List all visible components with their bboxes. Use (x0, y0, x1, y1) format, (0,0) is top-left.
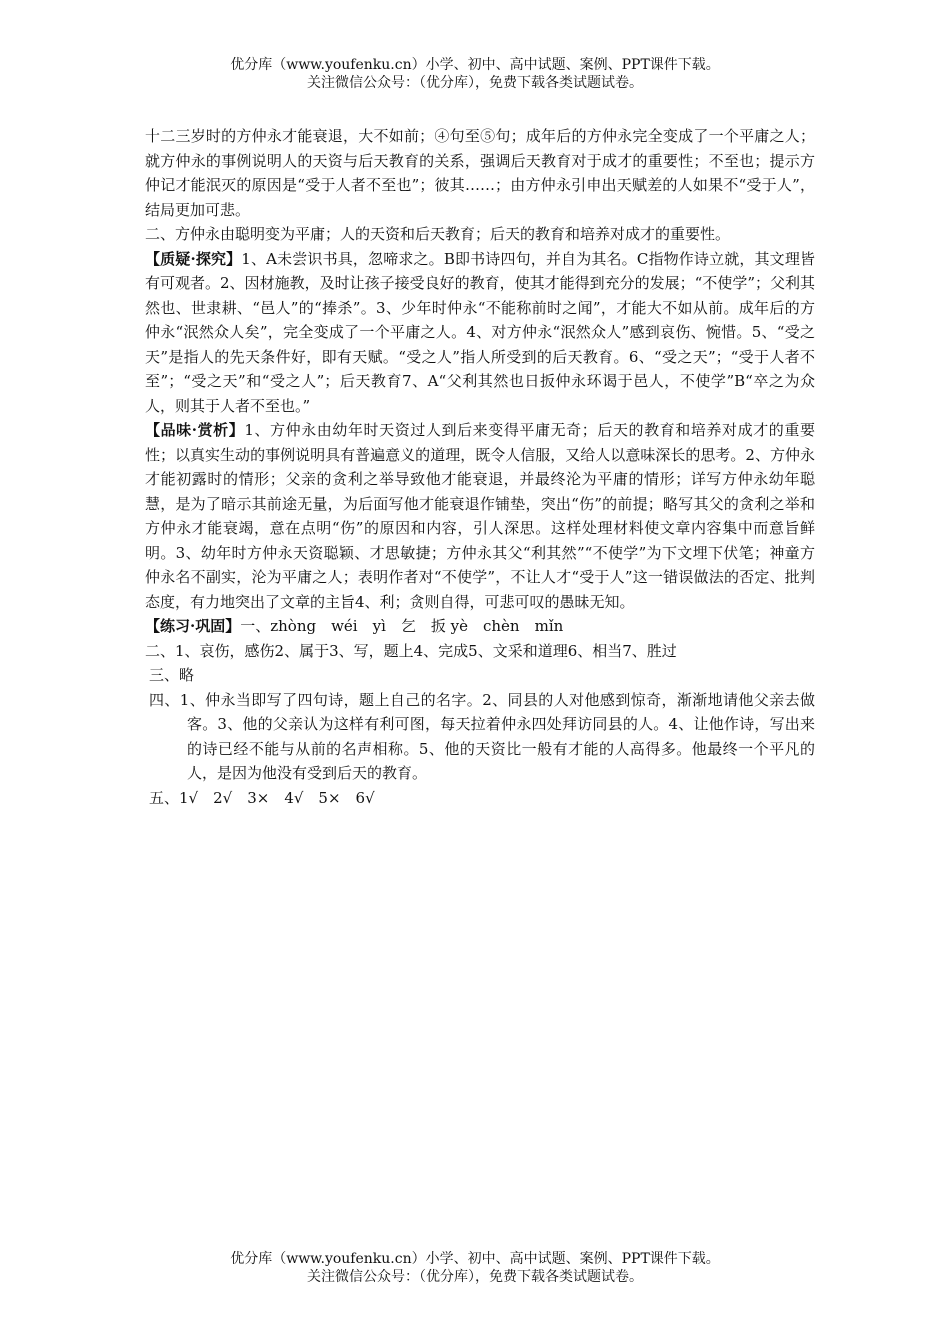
section-text-practice: 一、zhòng wéi yì 乞 扳 yè chèn mǐn (240, 617, 564, 635)
page-header (0, 56, 950, 92)
footer-line-2: 关注微信公众号：（优分库），免费下载各类试题试卷。 (307, 1269, 643, 1285)
section-appreciation (145, 418, 815, 614)
footer-line-1: 优分库（www.youfenku.cn）小学、初中、高中试题、案例、PPT课件下载。 (230, 1251, 720, 1267)
document-body (145, 124, 815, 810)
section-title-appreciation: 【品味·赏析】 (145, 421, 245, 439)
paragraph-2: 二、方仲永由聪明变为平庸；人的天资和后天教育；后天的教育和培养对成才的重要性。 (145, 225, 731, 243)
header-line-2: 关注微信公众号：（优分库），免费下载各类试题试卷。 (307, 75, 643, 91)
answer-part-2: 二、1、哀伤，感伤2、属于3、写，题上4、完成5、文采和道理6、相当7、胜过 (145, 641, 677, 660)
section-practice (145, 614, 815, 639)
answer-part-4: 四、1、仲永当即写了四句诗，题上自己的名字。2、同县的人对他感到惊奇，渐渐地请他父亲去做客。3、他的父亲认为这样有利可图，每天拉着仲永四处拜访同县的人。4、让他作诗，写出来的诗已经不能与从前的名声相称。5、他的天资比一般有才能的人高得多。他最终一个平凡的人，是因为他没有受到后天的教育。 (149, 690, 815, 782)
paragraph-1: 十二三岁时的方仲永才能衰退，大不如前；④句至⑤句；成年后的方仲永完全变成了一个平庸之人；就方仲永的事例说明人的天资与后天教育的关系，强调后天教育对于成才的重要性；不至也；提示方仲记才能泯灭的原因是“受于人者不至也”；彼其……；由方仲永引申出天赋差的人如果不“受于人”，结局更加可悲。 (145, 127, 815, 219)
header-line-1: 优分库（www.youfenku.cn）小学、初中、高中试题、案例、PPT课件下载。 (230, 57, 720, 73)
section-title-question-explore: 【质疑·探究】 (145, 249, 242, 268)
section-title-practice: 【练习·巩固】 (145, 617, 241, 635)
section-text-appreciation: 1、方仲永由幼年时天资过人到后来变得平庸无奇；后天的教育和培养对成才的重要性；以真实生动的事例说明具有普遍意义的道理，既令人信服，又给人以意味深长的思考。2、方仲永才能初露时的情形；父亲的贪利之举导致他才能衰退，并最终沦为平庸的情形；详写方仲永幼年聪慧，是为了暗示其前途无量，为后面写他才能衰退作铺垫，突出“伤”的前提；略写其父的贪利之举和方仲永才能衰竭，意在点明“伤”的原因和内容，引人深思。这样处理材料使文章内容集中而意旨鲜明。3、幼年时方仲永天资聪颖、才思敏捷；方仲永其父“利其然”“不使学”为下文埋下伏笔；神童方仲永名不副实，沦为平庸之人；表明作者对“不使学”，不让人才“受于人”这一错误做法的否定、批判态度，有力地突出了文章的主旨4、利；贪则自得，可悲可叹的愚昧无知。 (145, 421, 815, 611)
answer-part-5: 五、1√ 2√ 3× 4√ 5× 6√ (149, 788, 375, 807)
section-question-explore (145, 247, 815, 419)
answer-part-3: 三、略 (149, 666, 195, 684)
page-footer (0, 1250, 950, 1286)
section-text-question-explore: 1、A未尝识书具，忽啼求之。B即书诗四句，并自为其名。C指物作诗立就，其文理皆有可观者。2、因材施教，及时让孩子接受良好的教育，使其才能得到充分的发展；“不使学”；父利其然也、世隶耕、“邑人”的“捧杀”。3、少年时仲永“不能称前时之闻”，才能大不如从前。成年后的方仲永“泯然众人矣”，完全变成了一个平庸之人。4、对方仲永“泯然众人”感到哀伤、惋惜。5、“受之天”是指人的先天条件好，即有天赋。“受之人”指人所受到的后天教育。6、“受之天”；“受于人者不至”；“受之天”和“受之人”；后天教育7、A“父利其然也日扳仲永环谒于邑人，不使学”B“卒之为众人，则其于人者不至也。” (145, 249, 815, 415)
